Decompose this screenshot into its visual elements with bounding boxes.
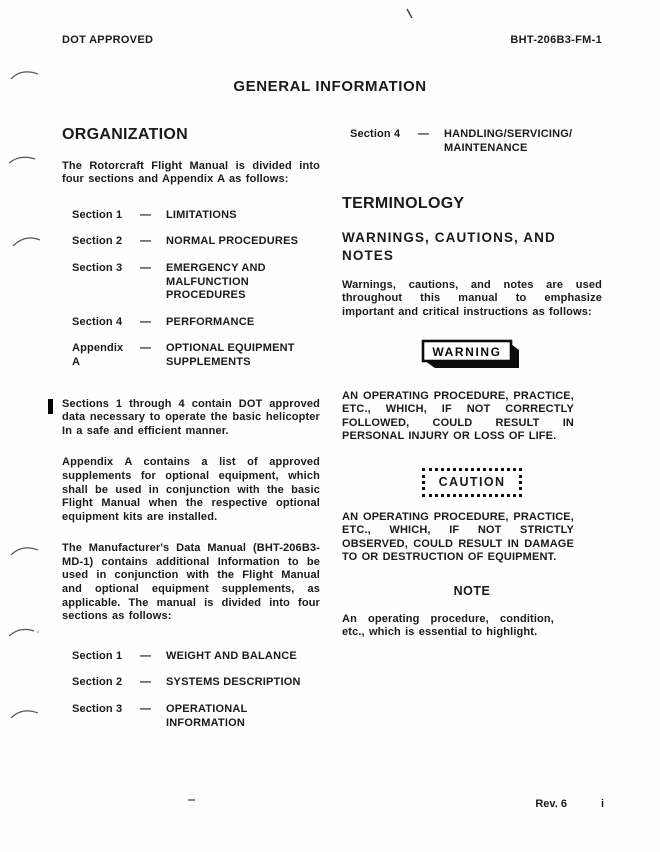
page-header	[62, 34, 602, 46]
caution-box	[422, 468, 523, 497]
section-term: Section 3	[72, 261, 123, 274]
em-dash: —	[418, 128, 430, 140]
margin-mark	[7, 151, 39, 167]
warnings-cautions-notes-heading: WARNINGS, CAUTIONS, AND NOTES	[342, 229, 556, 263]
page-title: GENERAL INFORMATION	[233, 78, 427, 95]
margin-mark	[9, 542, 41, 558]
warning-flag-wrap	[342, 338, 602, 370]
section-desc: SYSTEMS DESCRIPTION	[166, 676, 301, 689]
section-term: Section 1	[72, 208, 123, 221]
em-dash: —	[140, 235, 152, 248]
section-desc: PERFORMANCE	[166, 315, 255, 328]
section-row	[72, 650, 320, 664]
section-term: Section 2	[72, 235, 123, 248]
paragraph-appendix: Appendix A contains a list of approved supplements for optional equipment, which shall be used in conjunction with the basic Flight Manual when the respective optional equipment kits are installed.	[62, 456, 320, 523]
section-term: Section 3	[72, 703, 123, 716]
terminology-heading: TERMINOLOGY	[342, 195, 465, 213]
section-term: Section 1	[72, 649, 123, 662]
flight-manual-section-list	[72, 209, 320, 370]
section-desc: LIMITATIONS	[166, 208, 237, 221]
page-number: i	[600, 798, 604, 810]
margin-mark	[7, 623, 41, 639]
section-row	[72, 316, 320, 330]
em-dash: —	[140, 703, 152, 716]
paragraph-text: Sections 1 through 4 contain DOT approved data necessary to operate the basic helicopter In a safe and efficient manner.	[62, 397, 320, 437]
pen-mark	[188, 799, 195, 801]
section-row	[350, 128, 602, 155]
margin-mark	[11, 233, 43, 249]
organization-heading: ORGANIZATION	[62, 126, 188, 143]
paragraph-data-manual: The Manufacturer's Data Manual (BHT-206B3-MD-1) contains additional Information to be used in conjunction with the Flight Manual and optional equipment supplements, as applicable. The manual is divided into four sections as follows:	[62, 542, 320, 623]
page-footer	[535, 798, 604, 810]
section-desc: HANDLING/SERVICING/ MAINTENANCE	[444, 128, 573, 154]
section-desc: OPERATIONAL INFORMATION	[166, 703, 248, 729]
dot-approved-label: DOT APPROVED	[62, 34, 154, 46]
section-row	[72, 703, 320, 730]
em-dash: —	[140, 649, 152, 662]
section-desc: EMERGENCY AND MALFUNCTION PROCEDURES	[166, 261, 266, 302]
caution-box-wrap	[342, 468, 602, 497]
em-dash: —	[140, 261, 152, 274]
warning-label: WARNING	[432, 344, 502, 359]
section-term: Appendix A	[72, 342, 124, 368]
note-heading: NOTE	[453, 583, 491, 598]
section-row	[72, 676, 320, 690]
right-column	[342, 128, 602, 658]
left-column	[62, 128, 320, 758]
section-row	[72, 342, 320, 369]
caution-label: CAUTION	[438, 474, 506, 489]
section4-list	[350, 128, 602, 155]
pen-mark	[404, 7, 416, 21]
note-text: An operating procedure, condition, etc., which is essential to highlight.	[342, 612, 554, 639]
revision-label: Rev. 6	[535, 798, 567, 810]
section-row	[72, 262, 320, 303]
em-dash: —	[140, 676, 152, 689]
em-dash: —	[140, 315, 152, 328]
section-term: Section 4	[350, 128, 401, 140]
terminology-intro: Warnings, cautions, and notes are used throughout this manual to emphasize important and critical instructions as follows:	[342, 278, 602, 318]
section-row	[72, 209, 320, 223]
em-dash: —	[140, 342, 152, 355]
data-manual-section-list	[72, 650, 320, 730]
margin-mark	[9, 705, 41, 721]
document-number: BHT-206B3-FM-1	[510, 34, 602, 46]
paragraph-dot-approved	[62, 398, 320, 439]
section-desc: OPTIONAL EQUIPMENT SUPPLEMENTS	[166, 342, 295, 368]
warning-text: AN OPERATING PROCEDURE, PRACTICE, ETC., WHICH, IF NOT CORRECTLY FOLLOWED, COULD RESULT IN PERSONAL INJURY OR LOSS OF LIFE.	[342, 389, 574, 443]
caution-text: AN OPERATING PROCEDURE, PRACTICE, ETC., WHICH, IF NOT STRICTLY OBSERVED, COULD RESULT IN DAMAGE TO OR DESTRUCTION OF EQUIPMENT.	[342, 510, 574, 564]
section-row	[72, 235, 320, 249]
organization-intro: The Rotorcraft Flight Manual is divided into four sections and Appendix A as follows:	[62, 159, 320, 186]
em-dash: —	[140, 208, 152, 221]
change-bar	[48, 399, 53, 414]
section-term: Section 4	[72, 315, 123, 328]
section-term: Section 2	[72, 676, 123, 689]
section-desc: NORMAL PROCEDURES	[166, 235, 299, 248]
warning-flag	[420, 338, 524, 370]
section-desc: WEIGHT AND BALANCE	[166, 649, 297, 662]
